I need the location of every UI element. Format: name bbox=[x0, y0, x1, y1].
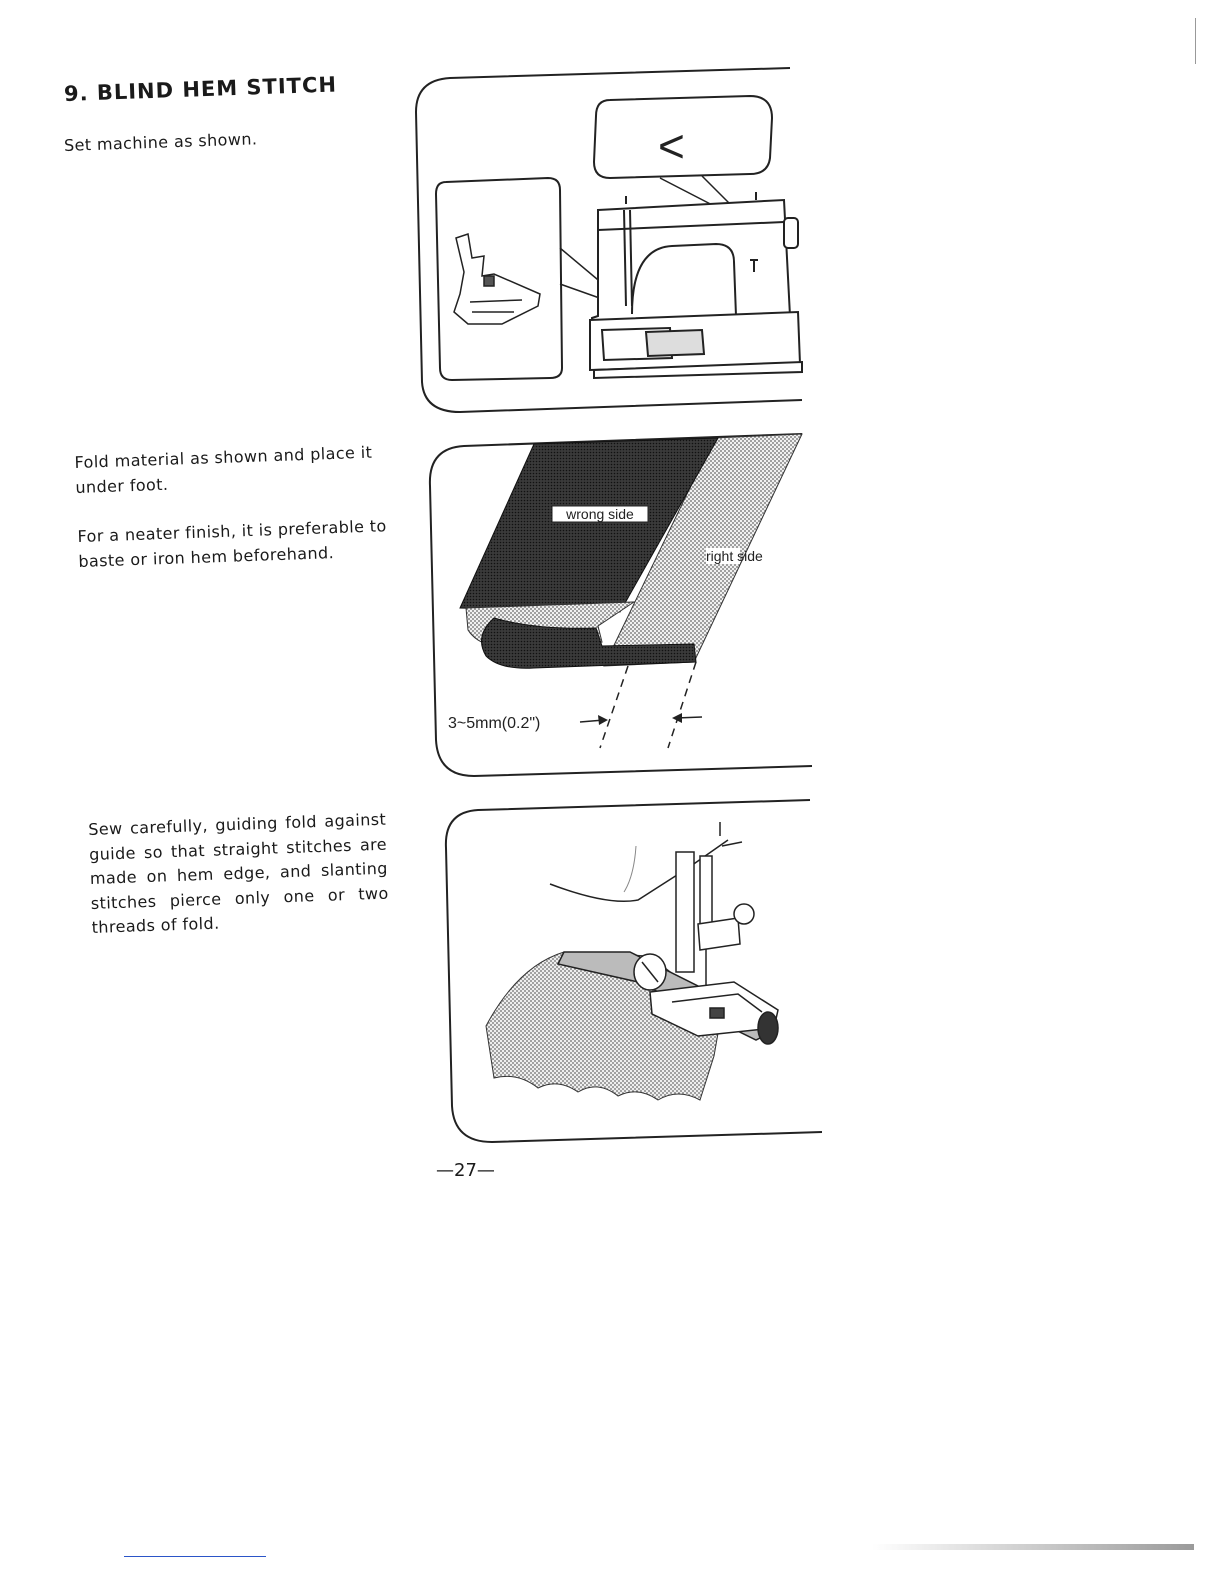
section-title: 9. BLIND HEM STITCH bbox=[63, 72, 338, 106]
scan-edge-bottom-left bbox=[124, 1556, 266, 1557]
instruction-sew-carefully: Sew carefully, guiding fold against guide so that straight stitches are made on hem edge, and slanting stitches pierce only one or two threads of fold. bbox=[87, 809, 389, 937]
figure-machine-setting bbox=[410, 62, 810, 417]
instruction-fold-material: Fold material as shown and place it under foot. bbox=[74, 442, 373, 497]
scan-edge-right bbox=[1195, 18, 1196, 64]
instruction-neater-finish: For a neater finish, it is preferable to baste or iron hem beforehand. bbox=[77, 516, 387, 571]
page-number: —27— bbox=[436, 1160, 495, 1181]
right-side-label: right side bbox=[706, 548, 763, 564]
presser-foot-sewing bbox=[634, 852, 778, 1044]
stitch-symbol: < bbox=[658, 120, 685, 172]
hem-measurement-label: 3~5mm(0.2") bbox=[448, 715, 541, 732]
scan-edge-bottom-right bbox=[872, 1544, 1194, 1550]
sewing-machine-illustration bbox=[590, 192, 802, 378]
wrong-side-label: wrong side bbox=[566, 506, 634, 522]
figure-fold-material bbox=[424, 430, 814, 780]
figure-sewing-hem bbox=[438, 796, 823, 1146]
instruction-set-machine: Set machine as shown. bbox=[63, 129, 258, 155]
